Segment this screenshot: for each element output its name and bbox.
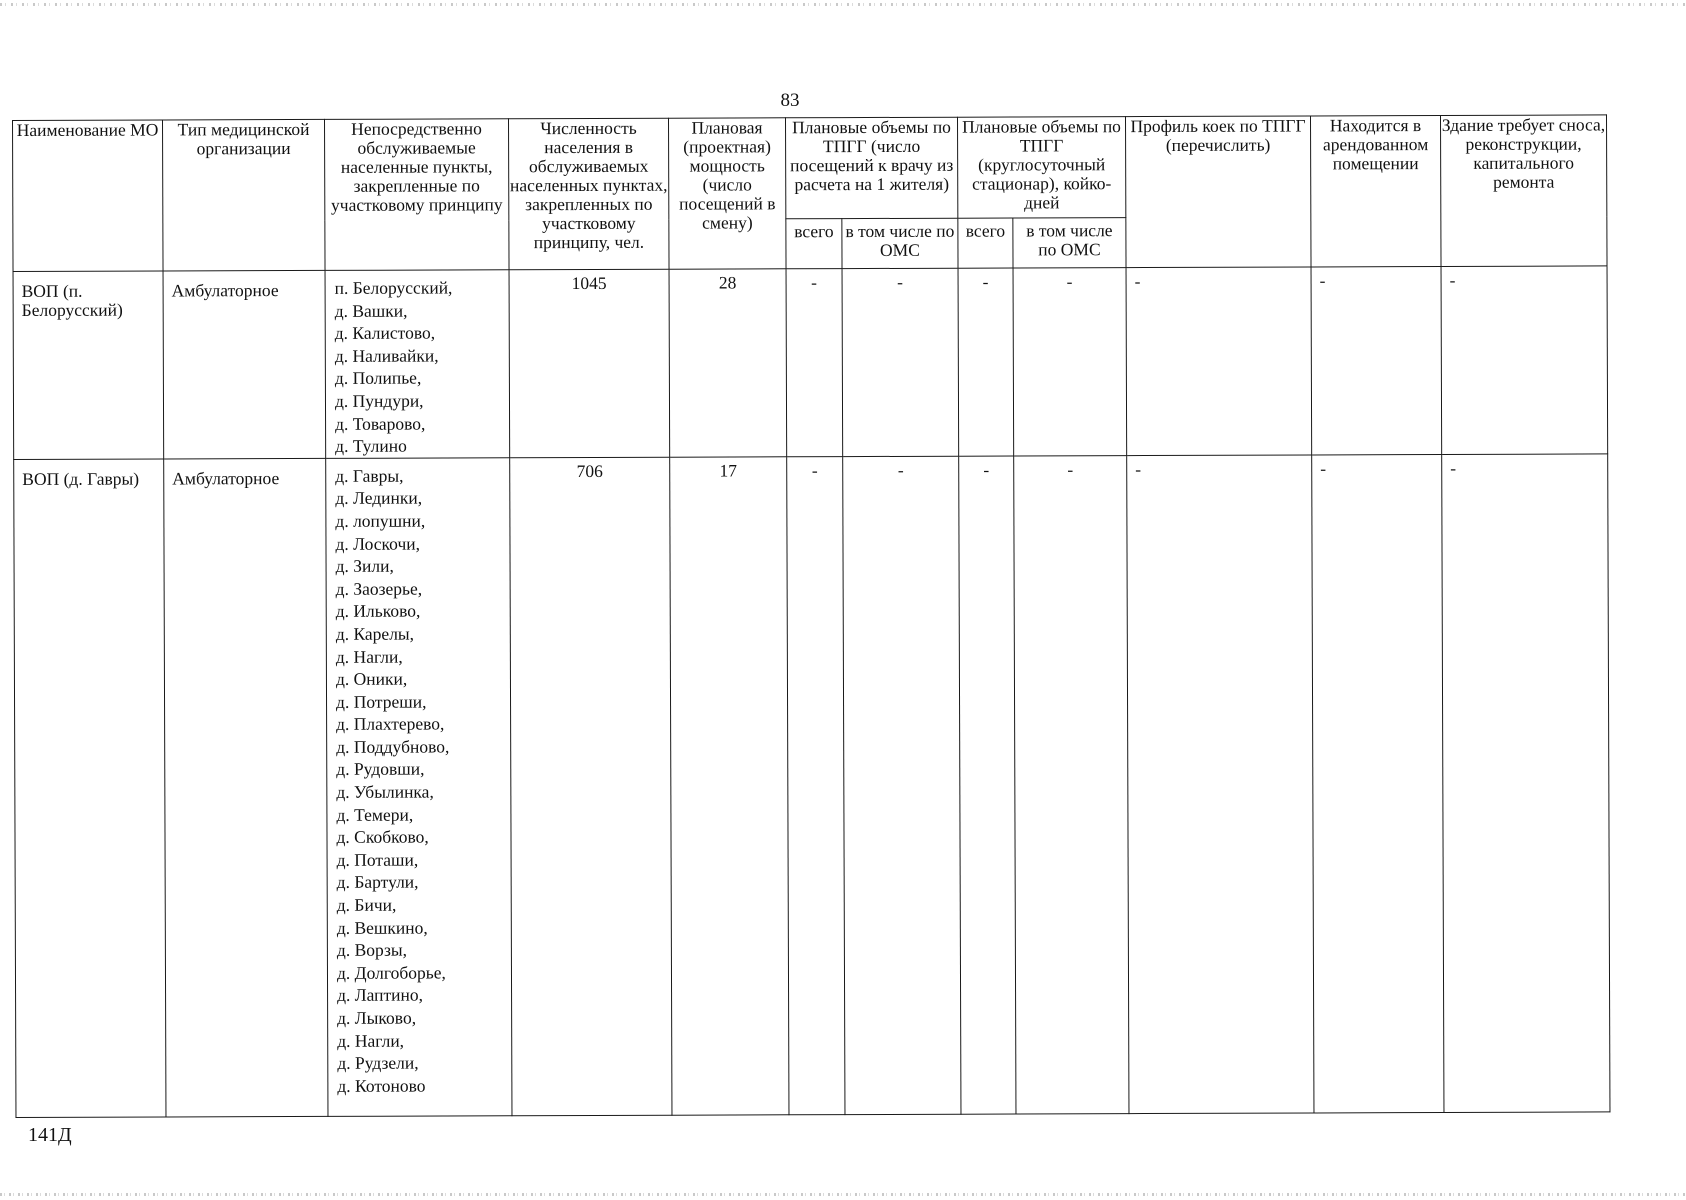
place-item: д. Бартули,	[336, 872, 419, 893]
place-item: д. Поддубново,	[336, 736, 450, 757]
cell-visits-oms: -	[842, 268, 959, 456]
cell-visits-oms: -	[843, 456, 961, 1114]
place-item: д. Рудовши,	[336, 759, 425, 780]
header-places: Непосредственно обслуживаемые населенные пункты, закрепленные по участковому принципу	[324, 119, 509, 271]
place-item: д. Наливайки,	[334, 345, 439, 366]
place-item: д. Тулино	[335, 435, 407, 457]
cell-places	[325, 270, 510, 458]
place-item: д. Вешкино,	[336, 917, 428, 938]
place-item: д. Поташи,	[336, 849, 419, 870]
cell-name: ВОП (д. Гавры)	[14, 459, 166, 1118]
place-item: д. Долгоборье,	[336, 962, 446, 983]
cell-rented: -	[1311, 267, 1442, 455]
place-item: д. Зили,	[335, 555, 394, 576]
place-item: д. Бичи,	[336, 894, 397, 915]
facilities-table	[12, 114, 1610, 1117]
header-row-top	[13, 115, 1607, 222]
table-row	[13, 266, 1608, 459]
place-item: д. Нагли,	[335, 646, 403, 667]
place-item: д. Темери,	[336, 804, 414, 825]
place-item: д. Скобково,	[336, 826, 429, 848]
cell-type: Амбулаторное	[164, 458, 328, 1117]
cell-visits-total: -	[787, 456, 845, 1114]
place-item: д. Нагли,	[337, 1030, 405, 1051]
cell-beds-profile: -	[1127, 455, 1314, 1114]
cell-capacity: 28	[669, 269, 787, 457]
place-item: д. Ворзы,	[336, 939, 408, 961]
table-row	[14, 454, 1610, 1118]
place-item: д. Котоново	[337, 1075, 426, 1096]
place-item: д. Гавры,	[335, 465, 404, 486]
header-population: Численность населения в обслуживаемых населенных пунктах, закрепленных по участковому принципу, чел.	[508, 118, 669, 270]
page-number: 83	[780, 90, 800, 111]
place-item: д. Ильково,	[335, 600, 421, 622]
cell-building: -	[1441, 266, 1608, 454]
place-item: д. Лоскочи,	[335, 533, 421, 554]
header-capacity: Плановая (проектная) мощность (число посещений в смену)	[668, 118, 786, 269]
scan-edge-top	[0, 3, 1686, 6]
cell-hosp-oms: -	[1013, 268, 1127, 456]
scan-edge-bottom	[0, 1193, 1686, 1196]
header-hospital-group: Плановые объемы по ТПГГ (круглосуточный стационар), койко-дней	[957, 117, 1125, 219]
cell-visits-total: -	[786, 269, 843, 457]
place-item: д. Оники,	[335, 668, 408, 689]
place-item: д. Калистово,	[334, 322, 436, 344]
place-item: д. Заозерье,	[335, 578, 423, 599]
place-item: д. Рудзели,	[337, 1052, 419, 1074]
place-item: д. Потреши,	[335, 691, 427, 712]
cell-building: -	[1442, 454, 1610, 1113]
cell-places	[326, 458, 512, 1117]
place-item: д. Лединки,	[335, 487, 423, 509]
header-beds-profile: Профиль коек по ТПГГ (перечислить)	[1125, 116, 1311, 268]
header-org-type: Тип медицинской организации	[163, 119, 326, 271]
header-name-mo: Наименование МО	[13, 120, 164, 272]
cell-type: Амбулаторное	[163, 270, 326, 458]
header-hosp-total: всего	[958, 218, 1013, 268]
cell-rented: -	[1312, 454, 1444, 1112]
place-item: д. Лыково,	[337, 1007, 417, 1028]
cell-capacity: 17	[670, 457, 789, 1115]
place-item: д. Полипье,	[334, 367, 422, 389]
header-visits-oms: в том числе по ОМС	[842, 218, 958, 268]
cell-name: ВОП (п. Белорусский)	[13, 271, 164, 459]
header-hosp-oms: в том числе по ОМС	[1013, 218, 1126, 268]
place-item: д. Вашки,	[334, 300, 408, 321]
cell-population: 706	[510, 457, 672, 1116]
footer-code: 141Д	[28, 1124, 72, 1146]
place-item: п. Белорусский,	[334, 277, 453, 298]
place-item: д. Плахтерево,	[336, 713, 445, 735]
cell-hosp-total: -	[958, 268, 1014, 456]
header-visits-group: Плановые объемы по ТПГГ (число посещений к врачу из расчета на 1 жителя)	[785, 117, 957, 219]
header-visits-total: всего	[786, 219, 842, 269]
place-item: д. лопушни,	[335, 510, 426, 531]
header-building: Здание требует сноса, реконструкции, капитального ремонта	[1440, 115, 1607, 267]
place-item: д. Товарово,	[335, 413, 426, 434]
cell-population: 1045	[509, 269, 670, 457]
place-item: д. Убылинка,	[336, 781, 434, 802]
header-rented: Находится в арендованном помещении	[1310, 116, 1441, 267]
place-item: д. Пундури,	[334, 390, 424, 411]
cell-beds-profile: -	[1126, 267, 1312, 455]
place-item: д. Лаптино,	[337, 984, 424, 1006]
cell-hosp-oms: -	[1014, 455, 1129, 1113]
place-item: д. Карелы,	[335, 623, 415, 644]
cell-hosp-total: -	[959, 456, 1016, 1114]
